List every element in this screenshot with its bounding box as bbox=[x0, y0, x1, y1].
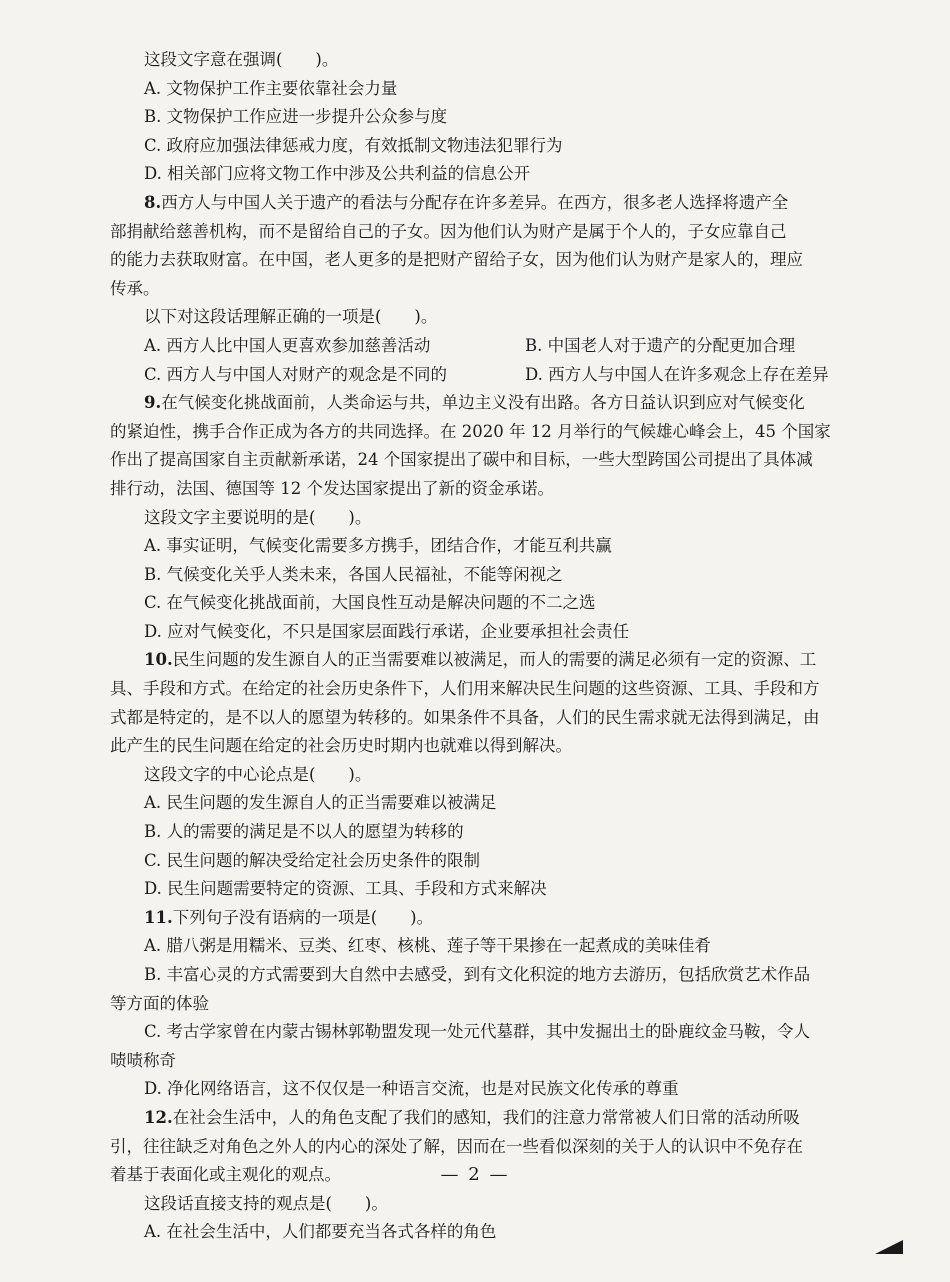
question-8-text: 西方人与中国人关于遗产的看法与分配存在许多差异。在西方，很多老人选择将遗产全 bbox=[161, 192, 789, 212]
question-10-line-4: 此产生的民生问题在给定的社会历史时期内也就难以得到解决。 bbox=[110, 736, 572, 756]
question-12-stem: 这段话直接支持的观点是( )。 bbox=[144, 1193, 388, 1213]
option-b-continued: 等方面的体验 bbox=[110, 993, 209, 1013]
option-c: C. 政府应加强法律惩戒力度，有效抵制文物违法犯罪行为 bbox=[144, 135, 563, 155]
option-d: D. 西方人与中国人在许多观念上存在差异 bbox=[525, 364, 829, 384]
option-a: A. 民生问题的发生源自人的正当需要难以被满足 bbox=[144, 793, 497, 813]
question-12-text: 在社会生活中，人的角色支配了我们的感知，我们的注意力常常被人们日常的活动所吸 bbox=[172, 1107, 800, 1127]
question-8-line-1 bbox=[110, 189, 870, 218]
option-a: A. 西方人比中国人更喜欢参加慈善活动 bbox=[144, 335, 431, 355]
option-a: A. 事实证明，气候变化需要多方携手，团结合作，才能互利共赢 bbox=[144, 536, 612, 556]
question-9-stem: 这段文字主要说明的是( )。 bbox=[144, 507, 372, 527]
question-9-number: 9. bbox=[144, 393, 162, 413]
question-12-line-2: 引，往往缺乏对角色之外人的内心的深处了解，因而在一些看似深刻的关于人的认识中不免存在 bbox=[110, 1136, 803, 1156]
question-11-number: 11. bbox=[144, 907, 173, 927]
question-10-line-3: 式都是特定的，是不以人的愿望为转移的。如果条件不具备，人们的民生需求就无法得到满足，由 bbox=[110, 707, 820, 727]
question-11-stem bbox=[110, 904, 870, 933]
option-c-continued: 啧啧称奇 bbox=[110, 1050, 176, 1070]
question-stem: 这段文字意在强调( )。 bbox=[144, 50, 339, 69]
question-9-line-3: 作出了提高国家自主贡献新承诺，24 个国家提出了碳中和目标，一些大型跨国公司提出了具体减 bbox=[110, 450, 813, 470]
option-d: D. 净化网络语言，这不仅仅是一种语言交流，也是对民族文化传承的尊重 bbox=[144, 1079, 679, 1099]
question-10-line-1 bbox=[110, 646, 870, 675]
option-d: D. 应对气候变化，不只是国家层面践行承诺，企业要承担社会责任 bbox=[144, 621, 630, 641]
question-12-number: 12. bbox=[144, 1107, 173, 1127]
question-8-options-row-2 bbox=[110, 361, 870, 390]
question-8-options-row-1 bbox=[110, 332, 870, 361]
option-c: C. 在气候变化挑战面前，大国良性互动是解决问题的不二之选 bbox=[144, 593, 596, 613]
option-b: B. 文物保护工作应进一步提升公众参与度 bbox=[144, 107, 448, 127]
question-8-line-4: 传承。 bbox=[110, 278, 160, 298]
question-12-line-1 bbox=[110, 1104, 870, 1133]
option-d: D. 相关部门应将文物工作中涉及公共利益的信息公开 bbox=[144, 164, 531, 184]
option-b: B. 中国老人对于遗产的分配更加合理 bbox=[525, 335, 796, 355]
option-b: B. 人的需要的满足是不以人的愿望为转移的 bbox=[144, 822, 464, 842]
question-9-line-1 bbox=[110, 389, 870, 418]
question-10-line-2: 具、手段和方式。在给定的社会历史条件下，人们用来解决民生问题的这些资源、工具、手段和方 bbox=[110, 679, 820, 699]
question-8-number: 8. bbox=[144, 192, 162, 212]
option-c: C. 民生问题的解决受给定社会历史条件的限制 bbox=[144, 850, 481, 870]
option-c: C. 考古学家曾在内蒙古锡林郭勒盟发现一处元代墓群，其中发掘出土的卧鹿纹金马鞍，令人 bbox=[144, 1022, 811, 1042]
question-10-number: 10. bbox=[144, 650, 173, 670]
question-8-line-2: 部捐献给慈善机构，而不是留给自己的子女。因为他们认为财产是属于个人的，子女应靠自己 bbox=[110, 221, 787, 241]
option-b: B. 气候变化关乎人类未来，各国人民福祉，不能等闲视之 bbox=[144, 564, 563, 584]
page-content bbox=[110, 46, 870, 1247]
option-a: A. 腊八粥是用糯米、豆类、红枣、核桃、莲子等干果掺在一起煮成的美味佳肴 bbox=[144, 936, 711, 956]
option-a: A. 在社会生活中，人们都要充当各式各样的角色 bbox=[144, 1222, 497, 1242]
option-a: A. 文物保护工作主要依靠社会力量 bbox=[144, 78, 398, 98]
question-9-line-2: 的紧迫性，携手合作正成为各方的共同选择。在 2020 年 12 月举行的气候雄心峰会上，45 个国家 bbox=[110, 421, 831, 441]
question-10-text: 民生问题的发生源自人的正当需要难以被满足，而人的需要的满足必须有一定的资源、工 bbox=[172, 650, 817, 670]
corner-triangle-icon bbox=[875, 1240, 903, 1254]
question-11-text: 下列句子没有语病的一项是( )。 bbox=[172, 907, 434, 927]
question-9-text: 在气候变化挑战面前，人类命运与共，单边主义没有出路。各方日益认识到应对气候变化 bbox=[161, 393, 805, 413]
question-8-stem: 以下对这段话理解正确的一项是( )。 bbox=[144, 307, 438, 327]
option-d: D. 民生问题需要特定的资源、工具、手段和方式来解决 bbox=[144, 879, 547, 899]
question-12-line-3: 着基于表面化或主观化的观点。 bbox=[110, 1165, 341, 1185]
page-number: — 2 — bbox=[440, 1164, 510, 1185]
question-10-stem: 这段文字的中心论点是( )。 bbox=[144, 764, 372, 784]
option-c: C. 西方人与中国人对财产的观念是不同的 bbox=[144, 364, 448, 384]
question-9-line-4: 排行动，法国、德国等 12 个发达国家提出了新的资金承诺。 bbox=[110, 478, 554, 498]
option-b: B. 丰富心灵的方式需要到大自然中去感受，到有文化积淀的地方去游历，包括欣赏艺术作品 bbox=[144, 965, 811, 984]
question-8-line-3: 的能力去获取财富。在中国，老人更多的是把财产留给子女，因为他们认为财产是家人的，理应 bbox=[110, 250, 803, 270]
